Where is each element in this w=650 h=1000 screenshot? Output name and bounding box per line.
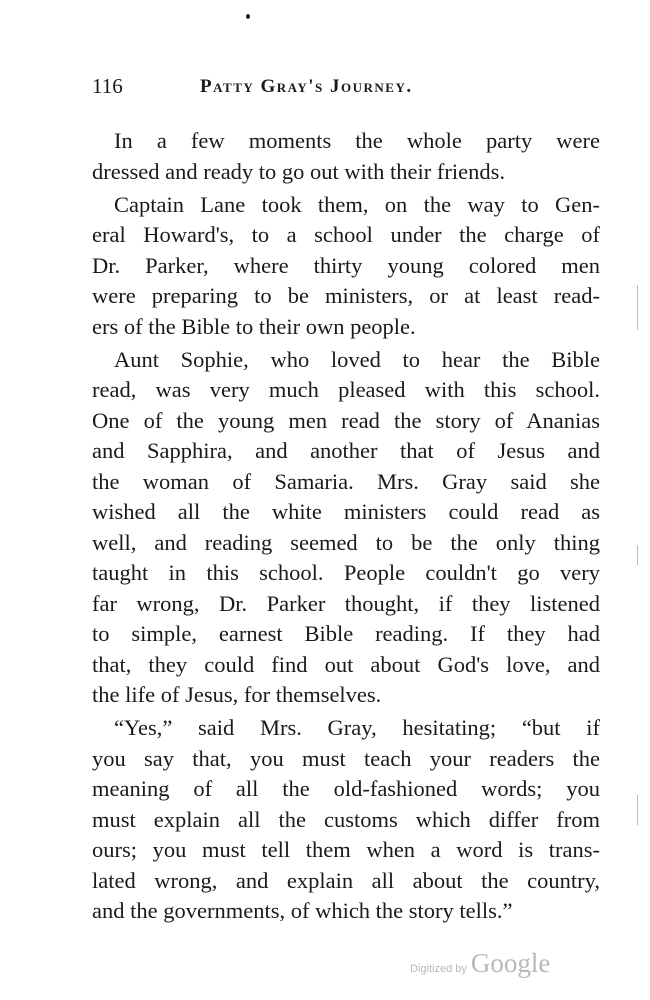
- text-line: dressed and ready to go out with their friends.: [92, 158, 506, 184]
- text-line: ours; you must tell them when a word is trans-: [92, 837, 600, 862]
- text-line: Aunt Sophie, who loved to hear the Bible: [114, 346, 600, 372]
- paragraph: [92, 345, 600, 711]
- text-line: and the governments, of which the story tells.”: [92, 898, 513, 923]
- paragraph: [92, 190, 600, 343]
- text-line: ers of the Bible to their own people.: [92, 313, 416, 339]
- text-line: that, they could find out about God's love, and: [92, 651, 600, 677]
- text-line: and Sapphira, and another that of Jesus and: [92, 438, 600, 463]
- text-line: the life of Jesus, for themselves.: [92, 682, 382, 707]
- page-number: 116: [92, 74, 123, 98]
- scan-edge-mark: [637, 285, 638, 330]
- text-line: far wrong, Dr. Parker thought, if they listened: [92, 590, 600, 616]
- watermark-prefix: Digitized by: [410, 963, 467, 975]
- text-line: wished all the white ministers could read as: [92, 499, 600, 524]
- text-line: read, was very much pleased with this school.: [92, 377, 600, 402]
- text-line: Captain Lane took them, on the way to Gen-: [114, 191, 600, 217]
- text-line: the woman of Samaria. Mrs. Gray said she: [92, 468, 600, 494]
- scan-edge-mark: [637, 545, 638, 565]
- paragraph: [92, 126, 600, 187]
- text-line: were preparing to be ministers, or at least read-: [92, 283, 600, 308]
- text-line: “Yes,” said Mrs. Gray, hesitating; “but if: [114, 715, 600, 740]
- text-line: must explain all the customs which differ from: [92, 806, 600, 832]
- text-line: One of the young men read the story of Ananias: [92, 407, 600, 433]
- scan-edge-mark: [637, 795, 638, 825]
- running-title: Patty Gray's Journey.: [200, 76, 413, 97]
- scan-speck: [246, 14, 250, 19]
- paragraph: [92, 713, 600, 927]
- text-line: Dr. Parker, where thirty young colored men: [92, 252, 600, 278]
- page-body: [92, 126, 600, 927]
- digitized-watermark: [410, 948, 550, 979]
- text-line: to simple, earnest Bible reading. If they had: [92, 621, 600, 646]
- text-line: you say that, you must teach your readers the: [92, 745, 600, 771]
- watermark-brand: Google: [470, 948, 551, 978]
- page-header: [92, 74, 592, 104]
- text-line: meaning of all the old-fashioned words; you: [92, 776, 600, 801]
- text-line: taught in this school. People couldn't go very: [92, 560, 600, 585]
- text-line: well, and reading seemed to be the only thing: [92, 529, 600, 555]
- text-line: eral Howard's, to a school under the charge of: [92, 222, 600, 247]
- text-line: lated wrong, and explain all about the country,: [92, 867, 600, 893]
- text-line: In a few moments the whole party were: [114, 128, 600, 153]
